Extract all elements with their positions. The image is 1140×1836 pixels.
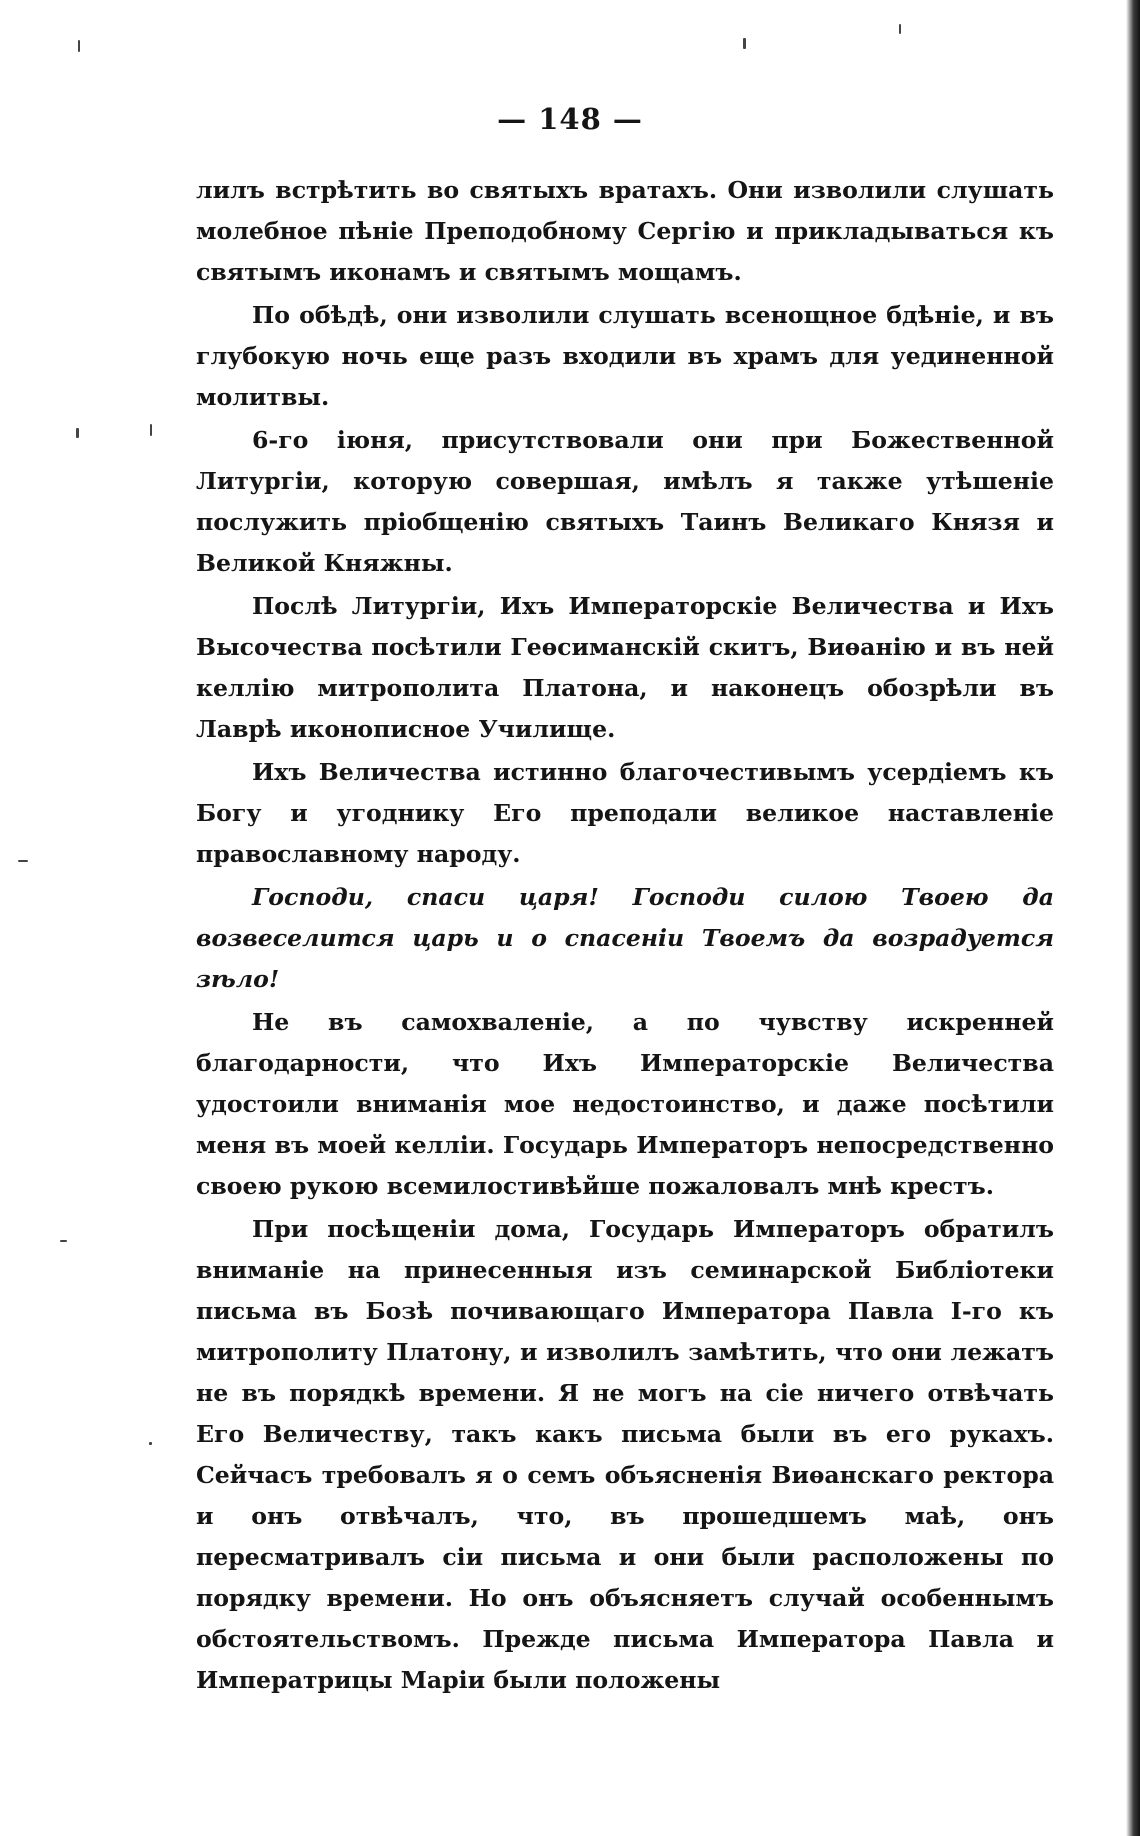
- scan-speck: [150, 424, 152, 436]
- scan-speck: [18, 860, 28, 862]
- scan-speck: [76, 428, 79, 438]
- paragraph: лилъ встрѣтить во святыхъ вратахъ. Они изволили слушать молебное пѣніе Преподобному Сергію и прикладываться къ святымъ иконамъ и святымъ мощамъ.: [196, 176, 1054, 286]
- scan-speck: [78, 40, 80, 52]
- paragraph: 6-го іюня, присутствовали они при Божественной Литургіи, которую совершая, имѣлъ я также утѣшеніе послужить пріобщенію святыхъ Таинъ Великаго Князя и Великой Княжны.: [196, 426, 1054, 577]
- paragraph: Ихъ Величества истинно благочестивымъ усердіемъ къ Богу и угоднику Его преподали великое наставленіе православному народу.: [196, 758, 1054, 868]
- scan-speck: [149, 1442, 152, 1445]
- scan-speck: [899, 24, 901, 34]
- paragraph: При посѣщеніи дома, Государь Императоръ обратилъ вниманіе на принесенныя изъ семинарской Библіотеки письма въ Бозѣ почивающаго Императора Павла I-го къ митрополиту Платону, и изволилъ замѣтить, что они лежатъ не въ порядкѣ времени. Я не могъ на сіе ничего отвѣчать Его Величеству, такъ какъ письма были въ его рукахъ. Сейчасъ требовалъ я о семъ объясненія Виѳанскаго ректора и онъ отвѣчалъ, что, въ прошедшемъ маѣ, онъ пересматривалъ сіи письма и они были расположены по порядку времени. Но онъ объясняетъ случай особеннымъ обстоятельствомъ. Прежде письма Императора Павла и Императрицы Маріи были положены: [196, 1215, 1054, 1694]
- body-text: [196, 170, 1054, 1703]
- paragraph: Не въ самохваленіе, а по чувству искренней благодарности, что Ихъ Императорскіе Величества удостоили вниманія мое недостоинство, и даже посѣтили меня въ моей келліи. Государь Императоръ непосредственно своею рукою всемилостивѣйше пожаловалъ мнѣ крестъ.: [196, 1008, 1054, 1200]
- prayer-quote: Господи, спаси царя! Господи силою Твоею да возвеселится царь и о спасеніи Твоемъ да возрадуется зѣло!: [196, 883, 1054, 993]
- paragraph: Послѣ Литургіи, Ихъ Императорскіе Величества и Ихъ Высочества посѣтили Геѳсиманскій скитъ, Виѳанію и въ ней келлію митрополита Платона, и наконецъ обозрѣли въ Лаврѣ иконописное Училище.: [196, 592, 1054, 743]
- paragraph: По обѣдѣ, они изволили слушать всенощное бдѣніе, и въ глубокую ночь еще разъ входили въ храмъ для уединенной молитвы.: [196, 301, 1054, 411]
- binding-edge: [1126, 0, 1140, 1836]
- scan-speck: [743, 38, 746, 49]
- page-number: — 148 —: [497, 102, 643, 136]
- scan-speck: [60, 1240, 67, 1242]
